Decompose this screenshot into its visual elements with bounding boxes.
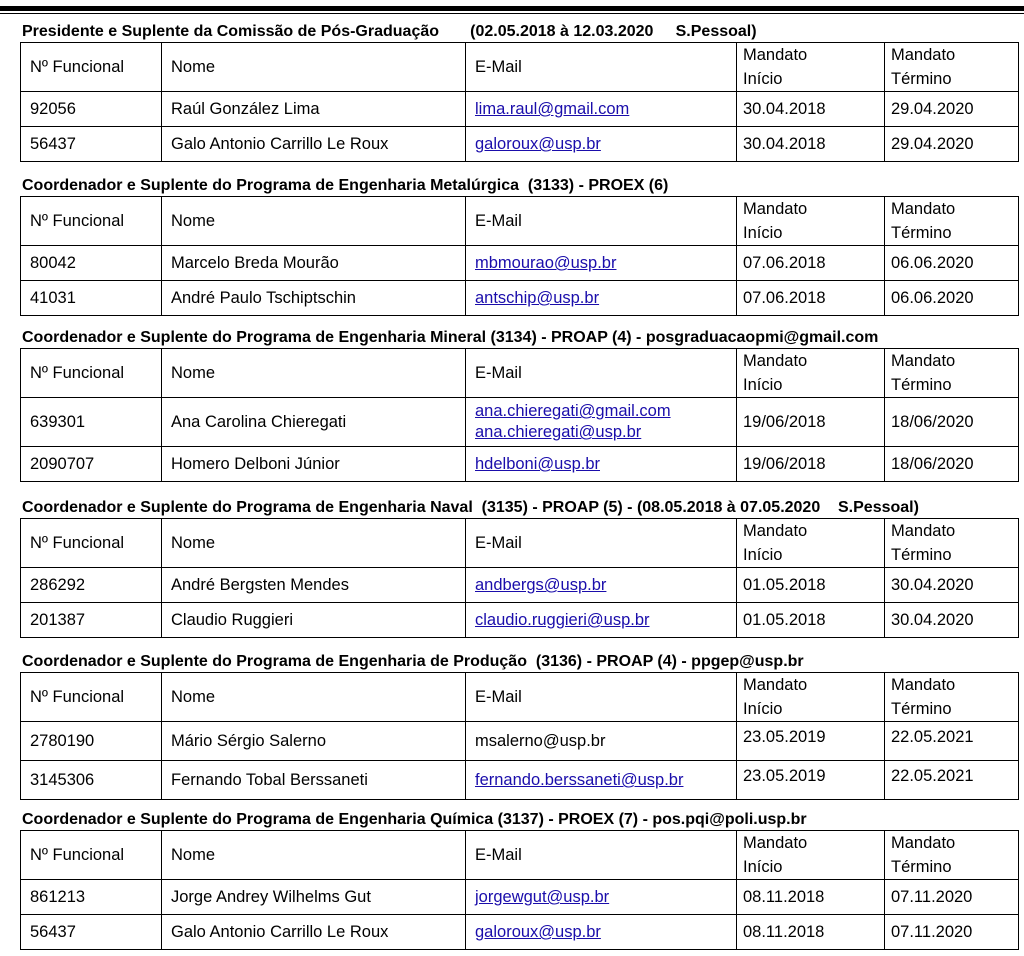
header-funcional: Nº Funcional — [21, 349, 162, 398]
cell-inicio: 30.04.2018 — [737, 92, 885, 127]
cell-termino: 06.06.2020 — [885, 281, 1019, 316]
table-row — [21, 603, 1019, 638]
section-title: Presidente e Suplente da Comissão de Pós-Graduação (02.05.2018 à 12.03.2020 S.Pessoal) — [22, 23, 757, 40]
cell-nome: Homero Delboni Júnior — [162, 447, 466, 482]
cell-funcional: 861213 — [21, 880, 162, 915]
members-table — [20, 196, 1019, 316]
cell-nome: Marcelo Breda Mourão — [162, 246, 466, 281]
cell-inicio: 30.04.2018 — [737, 127, 885, 162]
cell-email — [466, 603, 737, 638]
members-table — [20, 830, 1019, 950]
header-funcional: Nº Funcional — [21, 43, 162, 92]
header-inicio: Mandato Início — [737, 43, 885, 92]
table-row — [21, 880, 1019, 915]
cell-termino: 22.05.2021 — [885, 761, 1019, 800]
header-funcional: Nº Funcional — [21, 673, 162, 722]
email-link[interactable]: galoroux@usp.br — [475, 923, 601, 941]
cell-inicio: 01.05.2018 — [737, 603, 885, 638]
cell-funcional: 2090707 — [21, 447, 162, 482]
header-nome: Nome — [162, 673, 466, 722]
cell-funcional: 56437 — [21, 127, 162, 162]
cell-nome: André Bergsten Mendes — [162, 568, 466, 603]
section-title: Coordenador e Suplente do Programa de Engenharia Mineral (3134) - PROAP (4) - posgraduacaopmi@gmail.com — [22, 329, 879, 346]
cell-inicio: 08.11.2018 — [737, 880, 885, 915]
table-header-row — [21, 43, 1019, 92]
cell-inicio: 07.06.2018 — [737, 281, 885, 316]
email-link[interactable]: lima.raul@gmail.com — [475, 100, 630, 118]
header-termino: Mandato Término — [885, 197, 1019, 246]
cell-email — [466, 398, 737, 447]
header-email: E-Mail — [466, 197, 737, 246]
table-row — [21, 761, 1019, 800]
cell-inicio: 08.11.2018 — [737, 915, 885, 950]
top-rule-thick — [0, 6, 1024, 11]
email-link[interactable]: ana.chieregati@gmail.com — [475, 402, 671, 420]
section-naval — [20, 498, 1018, 638]
table-row — [21, 722, 1019, 761]
email-text: msalerno@usp.br — [475, 732, 606, 750]
cell-termino: 22.05.2021 — [885, 722, 1019, 761]
section-mineral — [20, 328, 1018, 482]
email-link[interactable]: jorgewgut@usp.br — [475, 888, 610, 906]
header-nome: Nome — [162, 831, 466, 880]
cell-termino: 30.04.2020 — [885, 568, 1019, 603]
cell-funcional: 286292 — [21, 568, 162, 603]
table-header-row — [21, 519, 1019, 568]
header-nome: Nome — [162, 349, 466, 398]
email-link[interactable]: galoroux@usp.br — [475, 135, 601, 153]
cell-funcional: 639301 — [21, 398, 162, 447]
cell-email — [466, 880, 737, 915]
cell-nome: Raúl González Lima — [162, 92, 466, 127]
section-title: Coordenador e Suplente do Programa de Engenharia de Produção (3136) - PROAP (4) - ppgep@usp.br — [22, 653, 804, 670]
cell-email — [466, 915, 737, 950]
header-termino: Mandato Término — [885, 673, 1019, 722]
header-termino: Mandato Término — [885, 831, 1019, 880]
header-inicio: Mandato Início — [737, 831, 885, 880]
cell-termino: 07.11.2020 — [885, 915, 1019, 950]
top-rule-thin — [0, 13, 1024, 14]
section-quimica — [20, 810, 1018, 950]
cell-inicio: 01.05.2018 — [737, 568, 885, 603]
members-table — [20, 518, 1019, 638]
table-header-row — [21, 673, 1019, 722]
cell-termino: 29.04.2020 — [885, 92, 1019, 127]
header-email: E-Mail — [466, 673, 737, 722]
header-funcional: Nº Funcional — [21, 519, 162, 568]
header-termino: Mandato Término — [885, 519, 1019, 568]
cell-nome: Jorge Andrey Wilhelms Gut — [162, 880, 466, 915]
cell-funcional: 80042 — [21, 246, 162, 281]
cell-termino: 18/06/2020 — [885, 447, 1019, 482]
table-row — [21, 447, 1019, 482]
table-header-row — [21, 197, 1019, 246]
table-row — [21, 92, 1019, 127]
email-link[interactable]: hdelboni@usp.br — [475, 455, 600, 473]
cell-funcional: 41031 — [21, 281, 162, 316]
header-inicio: Mandato Início — [737, 349, 885, 398]
section-producao — [20, 652, 1018, 800]
table-row — [21, 398, 1019, 447]
cell-inicio: 23.05.2019 — [737, 761, 885, 800]
table-row — [21, 568, 1019, 603]
cell-termino: 18/06/2020 — [885, 398, 1019, 447]
cell-inicio: 19/06/2018 — [737, 398, 885, 447]
cell-termino: 29.04.2020 — [885, 127, 1019, 162]
table-header-row — [21, 349, 1019, 398]
table-row — [21, 915, 1019, 950]
header-termino: Mandato Término — [885, 349, 1019, 398]
email-link[interactable]: claudio.ruggieri@usp.br — [475, 611, 650, 629]
section-title: Coordenador e Suplente do Programa de Engenharia Naval (3135) - PROAP (5) - (08.05.2018 à 07.05.2020 S.Pessoal) — [22, 499, 919, 516]
email-link[interactable]: fernando.berssaneti@usp.br — [475, 771, 684, 789]
table-header-row — [21, 831, 1019, 880]
members-table — [20, 348, 1019, 482]
cell-email — [466, 568, 737, 603]
cell-funcional: 2780190 — [21, 722, 162, 761]
cell-nome: Mário Sérgio Salerno — [162, 722, 466, 761]
cell-email — [466, 127, 737, 162]
header-email: E-Mail — [466, 43, 737, 92]
cell-funcional: 3145306 — [21, 761, 162, 800]
cell-inicio: 19/06/2018 — [737, 447, 885, 482]
header-inicio: Mandato Início — [737, 197, 885, 246]
header-nome: Nome — [162, 43, 466, 92]
section-title: Coordenador e Suplente do Programa de Engenharia Metalúrgica (3133) - PROEX (6) — [22, 177, 669, 194]
section-metalurgica — [20, 176, 1018, 316]
header-nome: Nome — [162, 519, 466, 568]
header-inicio: Mandato Início — [737, 519, 885, 568]
cell-funcional: 92056 — [21, 92, 162, 127]
cell-nome: Galo Antonio Carrillo Le Roux — [162, 127, 466, 162]
header-nome: Nome — [162, 197, 466, 246]
cell-nome: André Paulo Tschiptschin — [162, 281, 466, 316]
members-table — [20, 42, 1019, 162]
cell-nome: Ana Carolina Chieregati — [162, 398, 466, 447]
cell-funcional: 56437 — [21, 915, 162, 950]
cell-termino: 30.04.2020 — [885, 603, 1019, 638]
section-title: Coordenador e Suplente do Programa de Engenharia Química (3137) - PROEX (7) - pos.pqi@poli.usp.br — [22, 811, 807, 828]
email-link[interactable]: ana.chieregati@usp.br — [475, 423, 642, 441]
cell-termino: 06.06.2020 — [885, 246, 1019, 281]
email-link[interactable]: mbmourao@usp.br — [475, 254, 617, 272]
cell-nome: Galo Antonio Carrillo Le Roux — [162, 915, 466, 950]
cell-email — [466, 281, 737, 316]
members-table — [20, 672, 1019, 800]
header-funcional: Nº Funcional — [21, 197, 162, 246]
cell-nome: Claudio Ruggieri — [162, 603, 466, 638]
section-comissao — [20, 22, 1018, 162]
header-email: E-Mail — [466, 831, 737, 880]
cell-inicio: 23.05.2019 — [737, 722, 885, 761]
header-inicio: Mandato Início — [737, 673, 885, 722]
email-link[interactable]: andbergs@usp.br — [475, 576, 607, 594]
table-row — [21, 281, 1019, 316]
table-row — [21, 127, 1019, 162]
cell-email — [466, 722, 737, 761]
cell-email — [466, 92, 737, 127]
header-funcional: Nº Funcional — [21, 831, 162, 880]
cell-email — [466, 447, 737, 482]
cell-inicio: 07.06.2018 — [737, 246, 885, 281]
table-row — [21, 246, 1019, 281]
header-termino: Mandato Término — [885, 43, 1019, 92]
cell-email — [466, 761, 737, 800]
header-email: E-Mail — [466, 519, 737, 568]
header-email: E-Mail — [466, 349, 737, 398]
cell-email — [466, 246, 737, 281]
cell-funcional: 201387 — [21, 603, 162, 638]
email-link[interactable]: antschip@usp.br — [475, 289, 600, 307]
cell-termino: 07.11.2020 — [885, 880, 1019, 915]
cell-nome: Fernando Tobal Berssaneti — [162, 761, 466, 800]
